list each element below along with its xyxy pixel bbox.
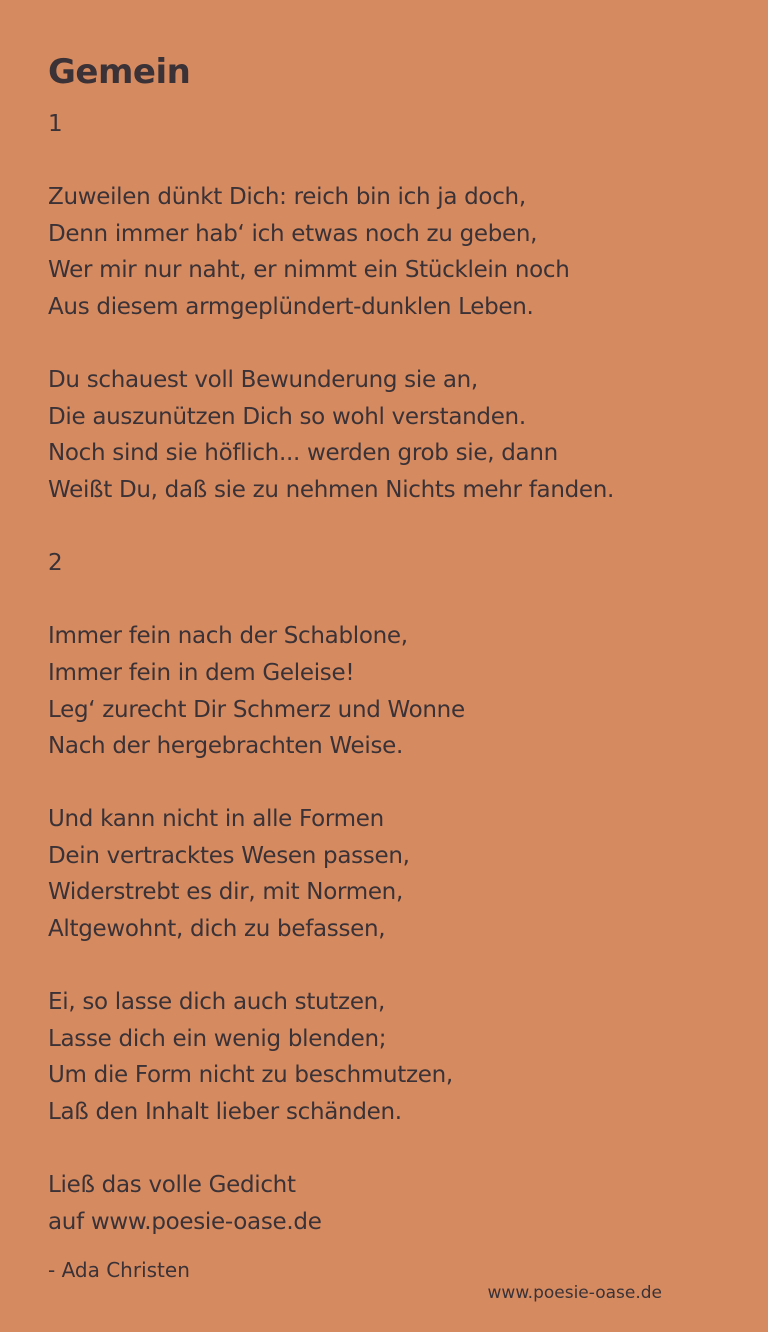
poem-line: Ließ das volle Gedicht	[48, 1172, 296, 1199]
poem-line: Ei, so lasse dich auch stutzen,	[48, 989, 385, 1016]
poem-line	[48, 948, 748, 985]
poem-title: Gemein	[48, 52, 191, 92]
poem-line: Wer mir nur naht, er nimmt ein Stücklein noch	[48, 257, 570, 284]
poem-line: Altgewohnt, dich zu befassen,	[48, 916, 386, 943]
poem-body	[48, 106, 748, 1240]
poem-line: Widerstrebt es dir, mit Normen,	[48, 879, 403, 906]
poem-line	[48, 326, 748, 363]
poem-line: Um die Form nicht zu beschmutzen,	[48, 1062, 453, 1089]
poem-line: Immer fein nach der Schablone,	[48, 623, 408, 650]
poem-line: Lasse dich ein wenig blenden;	[48, 1025, 387, 1052]
poem-line	[48, 1131, 748, 1168]
poem-line: Zuweilen dünkt Dich: reich bin ich ja doch,	[48, 184, 526, 211]
poem-line: Immer fein in dem Geleise!	[48, 659, 355, 686]
poem-line: Noch sind sie höflich... werden grob sie, dann	[48, 440, 558, 467]
poem-line: Denn immer hab‘ ich etwas noch zu geben,	[48, 220, 538, 247]
poem-line: Laß den Inhalt lieber schänden.	[48, 1099, 402, 1126]
poem-line: Dein vertracktes Wesen passen,	[48, 842, 410, 869]
poem-line: Leg‘ zurecht Dir Schmerz und Wonne	[48, 696, 465, 723]
poem-line: Du schauest voll Bewunderung sie an,	[48, 367, 478, 394]
poem-author: - Ada Christen	[48, 1258, 190, 1282]
poem-line	[48, 765, 748, 802]
poem-line: Weißt Du, daß sie zu nehmen Nichts mehr fanden.	[48, 476, 615, 503]
poem-line	[48, 143, 748, 180]
poem-line	[48, 509, 748, 546]
poem-line: auf www.poesie-oase.de	[48, 1208, 322, 1235]
poem-line: 2	[48, 550, 63, 577]
poem-line: Aus diesem armgeplündert-dunklen Leben.	[48, 293, 534, 320]
footer-url: www.poesie-oase.de	[487, 1283, 662, 1303]
poem-line: Nach der hergebrachten Weise.	[48, 733, 403, 760]
poem-line: Und kann nicht in alle Formen	[48, 806, 384, 833]
poem-line: Die auszunützen Dich so wohl verstanden.	[48, 403, 526, 430]
poem-line	[48, 582, 748, 619]
poem-line: 1	[48, 111, 63, 137]
